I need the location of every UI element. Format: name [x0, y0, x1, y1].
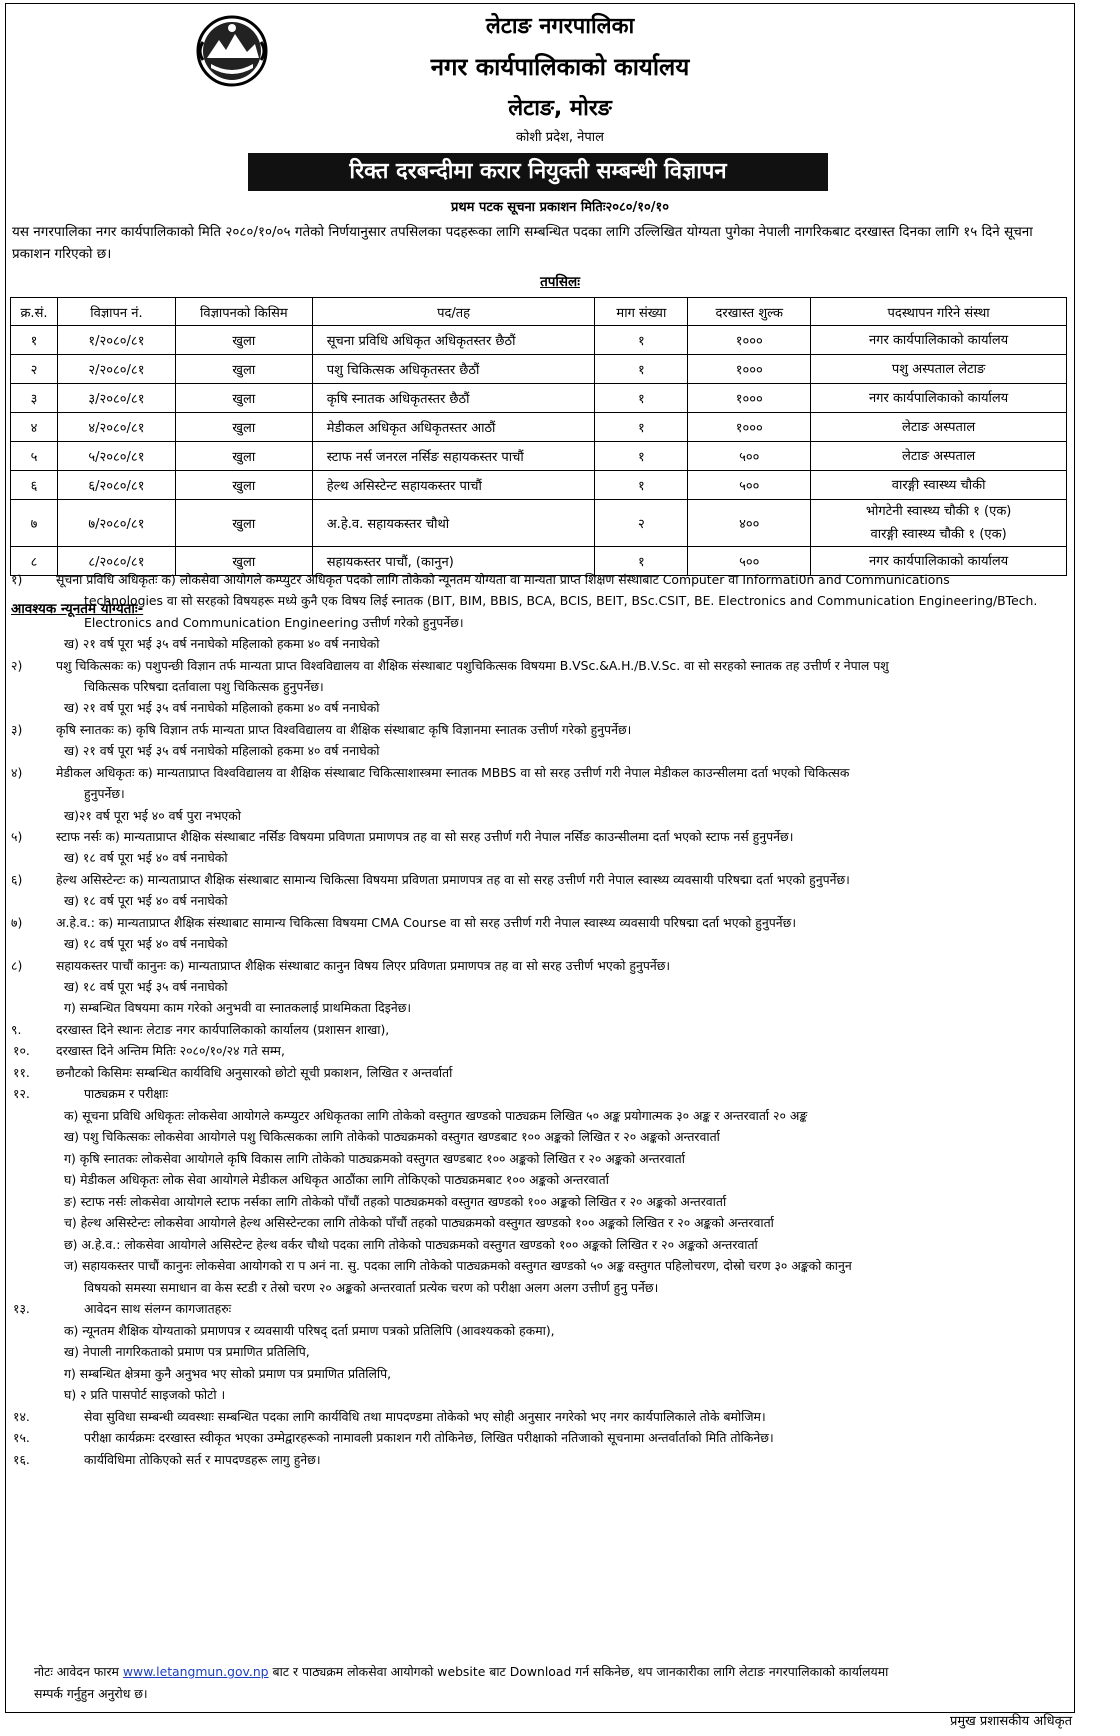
- table-cell-org: [811, 471, 1067, 500]
- table-row: [11, 413, 1067, 442]
- table-cell-type: खुला: [175, 326, 312, 355]
- table-cell-sn: ८: [11, 547, 58, 576]
- qualification-line: सहायकस्तर पाचौं कानुनः क) मान्यताप्राप्त शैक्षिक संस्थाबाट कानुन विषय लिएर प्रविणता प्रमाणपत्र तह वा सो सरह उत्तीर्ण भएको हुनुपर्नेछ।: [56, 958, 671, 973]
- qualification-line: दरखास्त दिने स्थानः लेटाङ नगर कार्यपालिकाको कार्यालय (प्रशासन शाखा),: [56, 1022, 390, 1037]
- col-header-type: विज्ञापनको किसिम: [175, 298, 312, 326]
- item-number: १६.: [13, 1452, 30, 1467]
- item-number: १२.: [13, 1086, 30, 1101]
- qualification-line: स्टाफ नर्सः क) मान्यताप्राप्त शैक्षिक संस्थाबाट नर्सिङ विषयमा प्रविणता प्रमाणपत्र तह वा सो सरह उत्तीर्ण गरी नेपाल नर्सिङ काउन्सीलमा दर्ता भएको स्टाफ नर्स हुनुपर्नेछ।: [56, 829, 794, 844]
- table-cell-count: २: [595, 500, 688, 547]
- table-cell-fee: १०००: [688, 355, 811, 384]
- qualification-line: कृषि स्नातकः क) कृषि विज्ञान तर्फ मान्यता प्राप्त विश्वविद्यालय वा शैक्षिक संस्थाबाट कृषि विज्ञानमा स्नातक उत्तीर्ण गरेको हुनुपर्नेछ।: [56, 722, 632, 737]
- table-cell-count: १: [595, 326, 688, 355]
- table-cell-count: १: [595, 471, 688, 500]
- item-number: १४.: [13, 1409, 30, 1424]
- table-cell-org: [811, 413, 1067, 442]
- qualification-line: दरखास्त दिने अन्तिम मितिः २०८०/१०/२४ गते सम्म,: [56, 1043, 285, 1058]
- notice-title-banner: रिक्त दरबन्दीमा करार नियुक्ती सम्बन्धी विज्ञापन: [248, 153, 828, 191]
- qualification-line: technologies वा सो सरहको विषयहरू मध्ये कुनै एक विषय लिई स्नातक (BIT, BIM, BBIS, BCA, BCIS, BEIT, BSc.CSIT, BE. Electronics and Communication Engineering/BTech.: [84, 593, 1038, 608]
- org-line: लेटाङ अस्पताल: [902, 448, 976, 464]
- qualification-line: विषयको समस्या समाधान वा केस स्टडी र तेस्रो चरण २० अङ्कको अन्तरवार्ता प्रत्येक चरण को परीक्षा अलग अलग उत्तीर्ण हुनु पर्नेछ।: [84, 1280, 659, 1295]
- table-cell-count: १: [595, 547, 688, 576]
- item-number: १): [11, 572, 23, 587]
- qualification-line: पाठ्यक्रम र परीक्षाः: [84, 1086, 169, 1101]
- table-row: [11, 326, 1067, 355]
- org-line: वारङ्गी स्वास्थ्य चौकी १ (एक): [870, 527, 1007, 542]
- qualification-line: पशु चिकित्सकः क) पशुपन्छी विज्ञान तर्फ मान्यता प्राप्त विश्वविद्यालय वा शैक्षिक संस्थाबाट पशुचिकित्सक विषयमा B.VSc.&A.H./B.V.Sc. वा सो सरहको स्नातक तह उत्तीर्ण र नेपाल पशु: [56, 658, 889, 673]
- qualification-line: क) सूचना प्रविधि अधिकृतः लोकसेवा आयोगले कम्प्युटर अधिकृतका लागि तोकेको वस्तुगत खण्डको पाठ्यक्रम लिखित ५० अङ्क प्रयोगात्मक ३० अङ्क र अन्तरवार्ता २० अङ्क: [64, 1108, 808, 1123]
- qualification-line: ग) कृषि स्नातकः लोकसेवा आयोगले कृषि विकास लागि तोकेको पाठ्यक्रमको वस्तुगत खण्डबाट १०० अङ्कको लिखित र २० अङ्कको अन्तरवार्ता: [64, 1151, 685, 1166]
- table-cell-org: [811, 355, 1067, 384]
- table-cell-count: १: [595, 355, 688, 384]
- table-cell-type: खुला: [175, 413, 312, 442]
- table-row: [11, 384, 1067, 413]
- qualification-line: ङ) स्टाफ नर्सः लोकसेवा आयोगले स्टाफ नर्सका लागि तोकेको पाँचौं तहको पाठ्यक्रमको वस्तुगत खण्डको १०० अङ्कको लिखित र २० अङ्कको अन्तरवार्ता: [64, 1194, 727, 1209]
- col-header-fee: दरखास्त शुल्क: [688, 298, 811, 326]
- table-cell-adv: ६/२०८०/८१: [57, 471, 175, 500]
- qualification-line: ग) सम्बन्धित क्षेत्रमा कुनै अनुभव भए सोको प्रमाण पत्र प्रमाणित प्रतिलिपि,: [64, 1366, 392, 1381]
- table-cell-post: अ.हे.व. सहायकस्तर चौथो: [312, 500, 595, 547]
- table-cell-post: सूचना प्रविधि अधिकृत अधिकृतस्तर छैठौं: [312, 326, 595, 355]
- table-cell-adv: १/२०८०/८१: [57, 326, 175, 355]
- item-number: ७): [11, 915, 23, 930]
- qualifications-title: आवश्यक न्यूनतम योग्यताः-: [11, 601, 144, 617]
- qualification-line: छ) अ.हे.व.: लोकसेवा आयोगले असिस्टेन्ट हेल्थ वर्कर चौथो पदका लागि तोकेको पाठ्यक्रमको वस्तुगत खण्डको १०० अङ्कको लिखित र २० अङ्कको अन्तरवार्ता: [64, 1237, 758, 1252]
- item-number: ८): [11, 958, 23, 973]
- col-header-org: पदस्थापन गरिने संस्था: [811, 298, 1067, 326]
- table-cell-sn: ५: [11, 442, 58, 471]
- qualification-line: ख) २१ वर्ष पूरा भई ३५ वर्ष ननाघेको महिलाको हकमा ४० वर्ष ननाघेको: [64, 743, 380, 758]
- table-cell-adv: ३/२०८०/८१: [57, 384, 175, 413]
- qualification-line: सेवा सुविधा सम्बन्धी व्यवस्थाः सम्बन्धित पदका लागि कार्यविधि तथा मापदण्डमा तोकेको भए सोही अनुसार नगरेको भए नगर कार्यपालिकाले तोके बमोजिम।: [84, 1409, 766, 1424]
- qualification-line: ख) १८ वर्ष पूरा भई ४० वर्ष ननाघेको: [64, 893, 228, 908]
- table-cell-post: पशु चिकित्सक अधिकृतस्तर छैठौं: [312, 355, 595, 384]
- table-cell-fee: ५००: [688, 442, 811, 471]
- table-cell-adv: ४/२०८०/८१: [57, 413, 175, 442]
- qualification-line: अ.हे.व.: क) मान्यताप्राप्त शैक्षिक संस्थाबाट सामान्य चिकित्सा विषयमा CMA Course वा सो सरह उत्तीर्ण गरी नेपाल स्वास्थ्य व्यवसायी परिषद्मा दर्ता भएको हुनुपर्नेछ।: [56, 915, 797, 930]
- table-cell-fee: ५००: [688, 547, 811, 576]
- qualification-line: मेडीकल अधिकृतः क) मान्यताप्राप्त विश्वविद्यालय वा शैक्षिक संस्थाबाट चिकित्साशास्त्रमा स्नातक MBBS वा सो सरह उत्तीर्ण गरी नेपाल मेडीकल काउन्सीलमा दर्ता भएको चिकित्सक: [56, 765, 850, 780]
- org-line: पशु अस्पताल लेटाङ: [891, 361, 986, 377]
- org-line: भोगटेनी स्वास्थ्य चौकी १ (एक): [865, 504, 1012, 519]
- qualification-line: ख) २१ वर्ष पूरा भई ३५ वर्ष ननाघेको महिलाको हकमा ४० वर्ष ननाघेको: [64, 700, 380, 715]
- table-cell-count: १: [595, 384, 688, 413]
- table-cell-adv: २/२०८०/८१: [57, 355, 175, 384]
- qualification-line: सूचना प्रविधि अधिकृतः क) लोकसेवा आयोगले कम्प्युटर अधिकृत पदको लागि तोकेको न्यूनतम योग्यता वा मान्यता प्राप्त शिक्षण संस्थाबाट Computer वा Informati0n and Communications: [56, 572, 950, 587]
- qualification-line: ख) पशु चिकित्सकः लोकसेवा आयोगले पशु चिकित्सकका लागि तोकेको पाठ्यक्रमको वस्तुगत खण्डबाट १०० अङ्कको लिखित र २० अङ्कको अन्तरवार्ता: [64, 1129, 720, 1144]
- note-line-2: सम्पर्क गर्नुहुन अनुरोध छ।: [34, 1686, 148, 1701]
- qualification-line: ख) १८ वर्ष पूरा भई ३५ वर्ष ननाघेको: [64, 979, 228, 994]
- table-cell-sn: ७: [11, 500, 58, 547]
- qualification-line: ख)२१ वर्ष पूरा भई ४० वर्ष पुरा नभएको: [64, 808, 242, 823]
- table-cell-fee: ५००: [688, 471, 811, 500]
- item-number: १३.: [13, 1301, 30, 1316]
- table-cell-adv: ५/२०८०/८१: [57, 442, 175, 471]
- table-cell-org: [811, 326, 1067, 355]
- note-prefix: नोटः आवेदन फारम: [34, 1664, 119, 1679]
- table-cell-sn: ३: [11, 384, 58, 413]
- qualification-line: चिकित्सक परिषद्मा दर्तावाला पशु चिकित्सक हुनुपर्नेछ।: [84, 679, 324, 694]
- item-number: २): [11, 658, 23, 673]
- qualification-line: ग) सम्बन्धित विषयमा काम गरेको अनुभवी वा स्नातकलाई प्राथमिकता दिइनेछ।: [64, 1000, 412, 1015]
- qualification-line: ख) नेपाली नागरिकताको प्रमाण पत्र प्रमाणित प्रतिलिपि,: [64, 1344, 310, 1359]
- col-header-post: पद/तह: [312, 298, 595, 326]
- qualification-line: Electronics and Communication Engineering उत्तीर्ण गरेको हुनुपर्नेछ।: [84, 615, 464, 630]
- org-line: नगर कार्यपालिकाको कार्यालय: [868, 553, 1009, 569]
- qualification-line: कार्यविधिमा तोकिएको सर्त र मापदण्डहरू लागु हुनेछ।: [84, 1452, 321, 1467]
- table-cell-count: १: [595, 442, 688, 471]
- vacancy-table: [10, 297, 1067, 576]
- province-name: कोशी प्रदेश, नेपाल: [516, 130, 604, 145]
- table-cell-type: खुला: [175, 471, 312, 500]
- office-location: लेटाङ, मोरङ: [508, 96, 612, 121]
- signatory-title: प्रमुख प्रशासकीय अधिकृत: [949, 1714, 1072, 1729]
- qualification-line: हुनुपर्नेछ।: [84, 786, 125, 801]
- org-line: वारङ्गी स्वास्थ्य चौकी: [891, 477, 986, 493]
- table-header-row: [11, 298, 1067, 326]
- table-cell-adv: ८/२०८०/८१: [57, 547, 175, 576]
- table-cell-fee: ४००: [688, 500, 811, 547]
- table-cell-type: खुला: [175, 500, 312, 547]
- table-cell-post: मेडीकल अधिकृत अधिकृतस्तर आठौं: [312, 413, 595, 442]
- table-cell-type: खुला: [175, 547, 312, 576]
- table-row: [11, 471, 1067, 500]
- office-name: नगर कार्यपालिकाको कार्यालय: [430, 53, 690, 81]
- table-cell-type: खुला: [175, 355, 312, 384]
- table-cell-org: [811, 442, 1067, 471]
- website-link[interactable]: www.letangmun.gov.np: [122, 1664, 269, 1679]
- item-number: ५): [11, 829, 23, 844]
- table-row: [11, 500, 1067, 547]
- table-cell-org: [811, 384, 1067, 413]
- table-cell-org: [811, 500, 1067, 547]
- publication-date: प्रथम पटक सूचना प्रकाशन मितिः२०८०/१०/१०: [450, 200, 670, 215]
- qualification-line: क) न्यूनतम शैक्षिक योग्यताको प्रमाणपत्र र व्यवसायी परिषद् दर्ता प्रमाण पत्रको प्रतिलिपि (आवश्यकको हकमा),: [64, 1323, 555, 1338]
- table-cell-sn: २: [11, 355, 58, 384]
- table-cell-fee: १०००: [688, 384, 811, 413]
- table-cell-fee: १०००: [688, 326, 811, 355]
- col-header-count: माग संख्या: [595, 298, 688, 326]
- table-cell-post: कृषि स्नातक अधिकृतस्तर छैठौं: [312, 384, 595, 413]
- qualification-line: घ) मेडीकल अधिकृतः लोक सेवा आयोगले मेडीकल अधिकृत आठौंका लागि तोकिएको पाठ्यक्रमबाट १०० अङ्कको अन्तरवार्ता: [64, 1172, 609, 1187]
- municipality-name: लेटाङ नगरपालिका: [485, 14, 635, 39]
- qualification-line: ख) २१ वर्ष पूरा भई ३५ वर्ष ननाघेको महिलाको हकमा ४० वर्ष ननाघेको: [64, 636, 380, 651]
- qualification-line: ज) सहायकस्तर पाचौं कानुनः लोकसेवा आयोगको रा प अनं ना. सु. पदका लागि तोकेको पाठ्यक्रमको वस्तुगत खण्डको ५० अङ्क वस्तुगत पहिलोचरण, दोस्रो चरण ३० अङ्कको कानुन: [64, 1258, 852, 1273]
- table-row: [11, 355, 1067, 384]
- table-cell-sn: ४: [11, 413, 58, 442]
- table-cell-sn: १: [11, 326, 58, 355]
- qualification-line: घ) २ प्रति पासपोर्ट साइजको फोटो ।: [64, 1387, 226, 1402]
- table-cell-type: खुला: [175, 384, 312, 413]
- item-number: ३): [11, 722, 23, 737]
- intro-paragraph: यस नगरपालिका नगर कार्यपालिकाको मिति २०८०/१०/०५ गतेको निर्णयानुसार तपसिलका पदहरूका लागि सम्बन्धित पदका लागि उल्लिखित योग्यता पुगेका नेपाली नागरिकबाट दरखास्त दिनका लागि १५ दिने सूचना प्रकाशन गरिएको छ।: [12, 224, 1033, 262]
- table-cell-type: खुला: [175, 442, 312, 471]
- table-cell-count: १: [595, 413, 688, 442]
- item-number: ६): [11, 872, 23, 887]
- org-line: नगर कार्यपालिकाको कार्यालय: [868, 390, 1009, 406]
- org-line: लेटाङ अस्पताल: [902, 419, 976, 435]
- table-cell-sn: ६: [11, 471, 58, 500]
- qualification-line: ख) १८ वर्ष पूरा भई ४० वर्ष ननाघेको: [64, 936, 228, 951]
- schedule-title: तपसिलः: [540, 274, 580, 290]
- col-header-sn: क्र.सं.: [11, 298, 58, 326]
- note-line-1: [34, 1663, 888, 1681]
- item-number: ११.: [13, 1065, 30, 1080]
- qualification-line: ख) १८ वर्ष पूरा भई ४० वर्ष ननाघेको: [64, 850, 228, 865]
- table-cell-post: स्टाफ नर्स जनरल नर्सिङ सहायकस्तर पाचौं: [312, 442, 595, 471]
- note-text: बाट र पाठ्यक्रम लोकसेवा आयोगको website बाट Download गर्न सकिनेछ, थप जानकारीका लागि लेटाङ नगरपालिकाको कार्यालयमा: [272, 1664, 889, 1679]
- qualification-line: च) हेल्थ असिस्टेन्टः लोकसेवा आयोगले हेल्थ असिस्टेन्टका लागि तोकेको पाँचौं तहको पाठ्यक्रमको वस्तुगत खण्डको १०० अङ्कको लिखित र २० अङ्कको अन्तरवार्ता: [64, 1215, 774, 1230]
- item-number: ९.: [11, 1022, 22, 1037]
- qualification-line: परीक्षा कार्यक्रमः दरखास्त स्वीकृत भएका उम्मेद्वारहरूको नामावली प्रकाशन गरी तोकिनेछ, लिखित परीक्षाको नतिजाको सूचनामा अन्तर्वार्ताको मिति तोकिनेछ।: [84, 1430, 774, 1445]
- qualification-line: छनौटको किसिमः सम्बन्धित कार्यविधि अनुसारको छोटो सूची प्रकाशन, लिखित र अन्तर्वार्ता: [56, 1065, 453, 1080]
- table-row: [11, 442, 1067, 471]
- col-header-adv-no: विज्ञापन नं.: [57, 298, 175, 326]
- item-number: १०.: [13, 1043, 30, 1058]
- table-cell-fee: १०००: [688, 413, 811, 442]
- item-number: ४): [11, 765, 23, 780]
- qualification-line: आवेदन साथ संलग्न कागजातहरुः: [84, 1301, 232, 1316]
- table-cell-post: सहायकस्तर पाचौं, (कानुन): [312, 547, 595, 576]
- item-number: १५.: [13, 1430, 30, 1445]
- qualification-line: हेल्थ असिस्टेन्टः क) मान्यताप्राप्त शैक्षिक संस्थाबाट सामान्य चिकित्सा विषयमा प्रविणता प्रमाणपत्र तह वा सो सरह उत्तीर्ण गरी नेपाल स्वास्थ्य व्यवसायी परिषद्मा दर्ता भएको हुनुपर्नेछ।: [56, 872, 850, 887]
- table-cell-post: हेल्थ असिस्टेन्ट सहायकस्तर पाचौं: [312, 471, 595, 500]
- table-cell-adv: ७/२०८०/८१: [57, 500, 175, 547]
- org-line: नगर कार्यपालिकाको कार्यालय: [868, 332, 1009, 348]
